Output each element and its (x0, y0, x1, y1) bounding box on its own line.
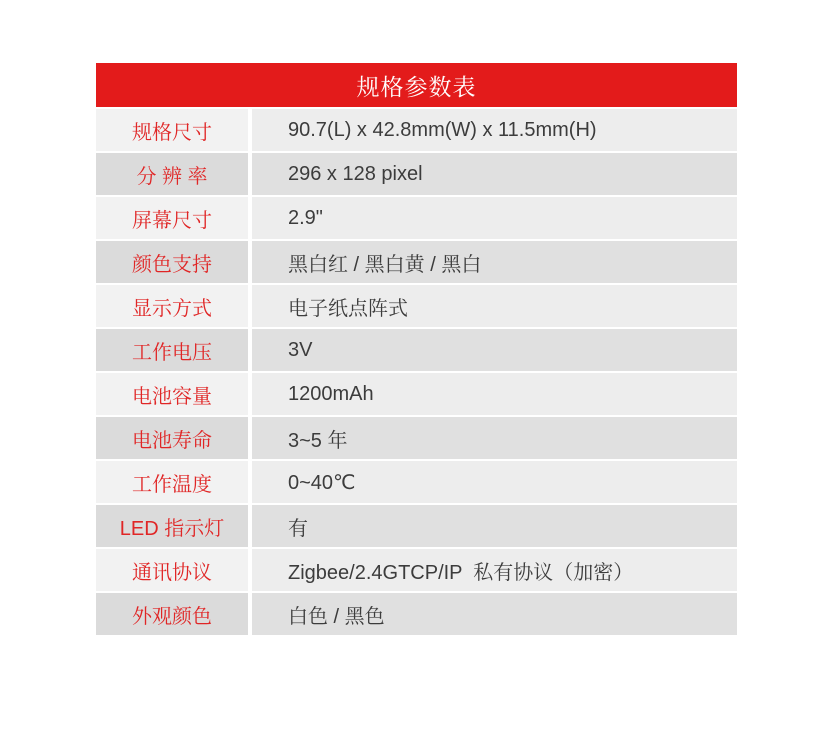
spec-row-label: 工作电压 (96, 329, 248, 371)
spec-row-label: LED 指示灯 (96, 505, 248, 547)
spec-row-label: 外观颜色 (96, 593, 248, 635)
spec-row-value: Zigbee/2.4GTCP/IP 私有协议（加密） (252, 549, 737, 591)
spec-table-title: 规格参数表 (96, 63, 737, 107)
spec-row (96, 285, 737, 327)
spec-row (96, 549, 737, 591)
spec-row-label: 屏幕尺寸 (96, 197, 248, 239)
spec-row-label: 规格尺寸 (96, 109, 248, 151)
spec-row-label: 通讯协议 (96, 549, 248, 591)
spec-row-label: 颜色支持 (96, 241, 248, 283)
spec-rows (96, 109, 737, 635)
spec-row-label: 电池寿命 (96, 417, 248, 459)
spec-row-value: 2.9" (252, 197, 737, 239)
spec-row (96, 241, 737, 283)
spec-row-label: 电池容量 (96, 373, 248, 415)
spec-row-value: 黑白红 / 黑白黄 / 黑白 (252, 241, 737, 283)
spec-table (96, 63, 737, 635)
spec-row-label: 分 辨 率 (96, 153, 248, 195)
spec-row (96, 153, 737, 195)
spec-row-value: 有 (252, 505, 737, 547)
spec-row-value: 3V (252, 329, 737, 371)
spec-row-value: 3~5 年 (252, 417, 737, 459)
spec-row-label: 显示方式 (96, 285, 248, 327)
spec-row-label: 工作温度 (96, 461, 248, 503)
spec-row (96, 109, 737, 151)
spec-row (96, 329, 737, 371)
spec-row (96, 461, 737, 503)
spec-row-value: 296 x 128 pixel (252, 153, 737, 195)
spec-row-value: 1200mAh (252, 373, 737, 415)
spec-row (96, 593, 737, 635)
spec-row-value: 90.7(L) x 42.8mm(W) x 11.5mm(H) (252, 109, 737, 151)
spec-row-value: 白色 / 黑色 (252, 593, 737, 635)
spec-row (96, 417, 737, 459)
spec-row-value: 0~40℃ (252, 461, 737, 503)
spec-row (96, 197, 737, 239)
spec-row (96, 373, 737, 415)
spec-row-value: 电子纸点阵式 (252, 285, 737, 327)
spec-row (96, 505, 737, 547)
